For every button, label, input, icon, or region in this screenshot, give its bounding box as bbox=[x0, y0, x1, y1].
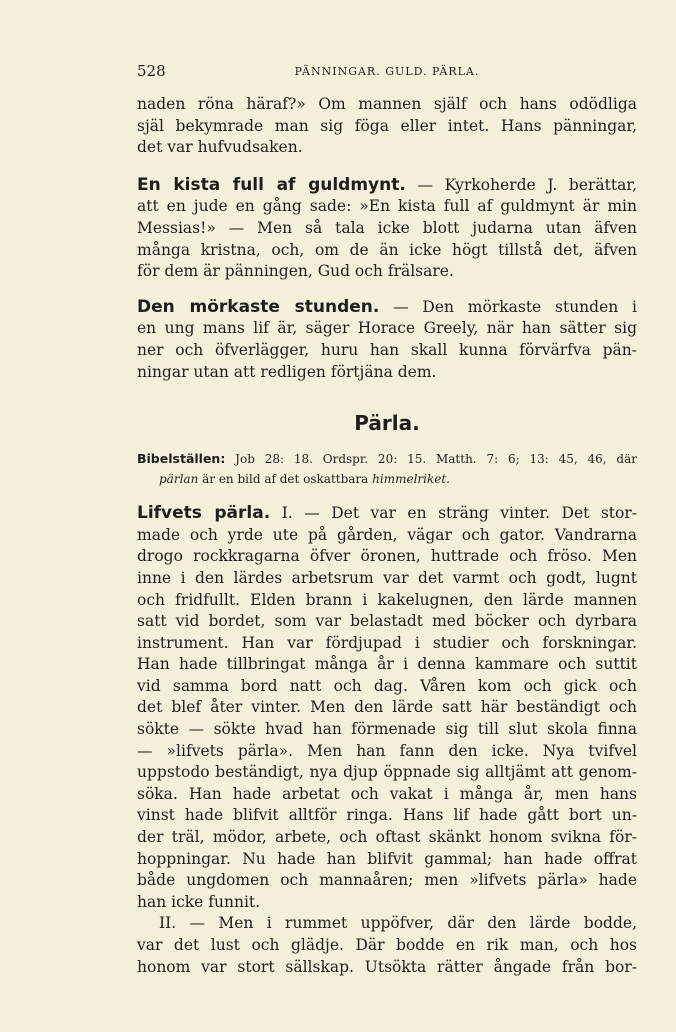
text-line: der träl, mödor, arbete, och oftast skänkt honom svikna för- bbox=[137, 828, 637, 847]
text-line: II. — Men i rummet uppöfver, där den lärde bodde, bbox=[159, 914, 637, 933]
references-italic: himmelriket. bbox=[372, 472, 450, 487]
text-line: för dem är pänningen, Gud och frälsare. bbox=[137, 262, 454, 281]
text-line: Messias!» — Men så tala icke blott judarna utan äfven bbox=[137, 218, 637, 237]
entry-first-line bbox=[137, 297, 637, 319]
references-italic: pärlan bbox=[159, 472, 199, 487]
entry-first-line bbox=[137, 503, 637, 525]
running-head bbox=[137, 58, 637, 84]
text-line: made och yrde ute på gården, vägar och gator. Vandrarna bbox=[137, 525, 637, 544]
references-line bbox=[137, 449, 637, 469]
text-line: var det lust och glädje. Där bodde en rik man, och hos bbox=[137, 936, 637, 954]
text-line: — »lifvets pärla». Men han fann den icke. Nya tvifvel bbox=[137, 741, 637, 760]
entry-first-line-text: I. — Det var en sträng vinter. Det stor- bbox=[281, 504, 637, 523]
text-line: han icke funnit. bbox=[137, 892, 261, 911]
references-text: Job 28: 18. Ordspr. 20: 15. Matth. 7: 6; 13: 45, 46, där bbox=[235, 452, 637, 467]
text-line: och fridfullt. Elden brann i kakelugnen, den lärde mannen bbox=[137, 590, 637, 609]
text-line: ningar utan att redligen förtjäna dem. bbox=[137, 362, 437, 381]
text-line: en ung mans lif är, säger Horace Greely, när han sätter sig bbox=[137, 319, 637, 338]
text-line: vinst hade blifvit alltför ringa. Hans lif hade gått bort un- bbox=[137, 806, 637, 825]
page-number: 528 bbox=[137, 62, 166, 80]
text-line: uppstodo beständigt, nya djup öppnade sig alltjämt att genom- bbox=[137, 763, 637, 782]
text-line: det blef åter vinter. Men den lärde satt här beständigt och bbox=[137, 698, 637, 717]
text-line: Han hade tillbringat många år i denna kammare och suttit bbox=[137, 655, 637, 674]
intro-paragraph bbox=[137, 94, 637, 159]
text-line: själ bekymrade man sig föga eller intet. Hans pänningar, bbox=[137, 116, 637, 135]
part-two-paragraph bbox=[137, 913, 637, 978]
entry-first-line-text: — Kyrkoherde J. berättar, bbox=[417, 175, 638, 194]
text-line: både ungdomen och mannaåren; men »lifvets pärla» hade bbox=[137, 871, 637, 890]
references-text: är en bild af det oskattbara bbox=[198, 472, 373, 487]
text-line: ner och öfverlägger, huru han skall kunna förvärfva pän- bbox=[137, 340, 637, 359]
text-line: naden röna häraf?» Om mannen själf och hans odödliga bbox=[137, 95, 637, 113]
text-line: instrument. Han var fördjupad i studier och forskningar. bbox=[137, 633, 637, 652]
text-line: satt vid bordet, som var belastadt med böcker och dyrbara bbox=[137, 612, 637, 631]
entry-title: Lifvets pärla. bbox=[137, 503, 271, 524]
entry-first-line-text: — Den mörkaste stunden i bbox=[393, 297, 637, 316]
references-line bbox=[137, 469, 637, 489]
section-title: Pärla. bbox=[354, 411, 420, 436]
entry-kista bbox=[137, 175, 637, 283]
book-page bbox=[137, 58, 637, 978]
text-line: honom var stort sällskap. Utsökta rätter ångade från bor- bbox=[137, 957, 637, 976]
text-line: vid samma bord natt och dag. Våren kom och gick och bbox=[137, 676, 637, 695]
running-head-title: PÄNNINGAR. GULD. PÄRLA. bbox=[294, 65, 480, 78]
entry-title: En kista full af guldmynt. bbox=[137, 174, 406, 195]
text-line: sökte — sökte hvad han förmenade sig till slut skola finna bbox=[137, 720, 637, 739]
entry-first-line bbox=[137, 175, 637, 197]
references-label: Bibelställen: bbox=[137, 451, 226, 467]
text-line: inne i den lärdes arbetsrum var det varmt och godt, lugnt bbox=[137, 568, 637, 587]
entry-lifvets bbox=[137, 503, 637, 913]
entry-morkaste bbox=[137, 297, 637, 383]
entry-title: Den mörkaste stunden. bbox=[137, 296, 380, 317]
text-line: hoppningar. Nu hade han blifvit gammal; han hade offrat bbox=[137, 849, 637, 868]
text-line: att en jude en gång sade: »En kista full af guldmynt är min bbox=[137, 197, 637, 216]
text-line: det var hufvudsaken. bbox=[137, 138, 303, 157]
text-line: söka. Han hade arbetat och vakat i många år, men hans bbox=[137, 784, 637, 803]
text-line: många kristna, och, om de än icke högt tillstå det, äfven bbox=[137, 240, 637, 259]
text-line: drogo rockkragarna öfver öronen, huttrade och fröso. Men bbox=[137, 547, 637, 566]
bible-references bbox=[137, 449, 637, 489]
